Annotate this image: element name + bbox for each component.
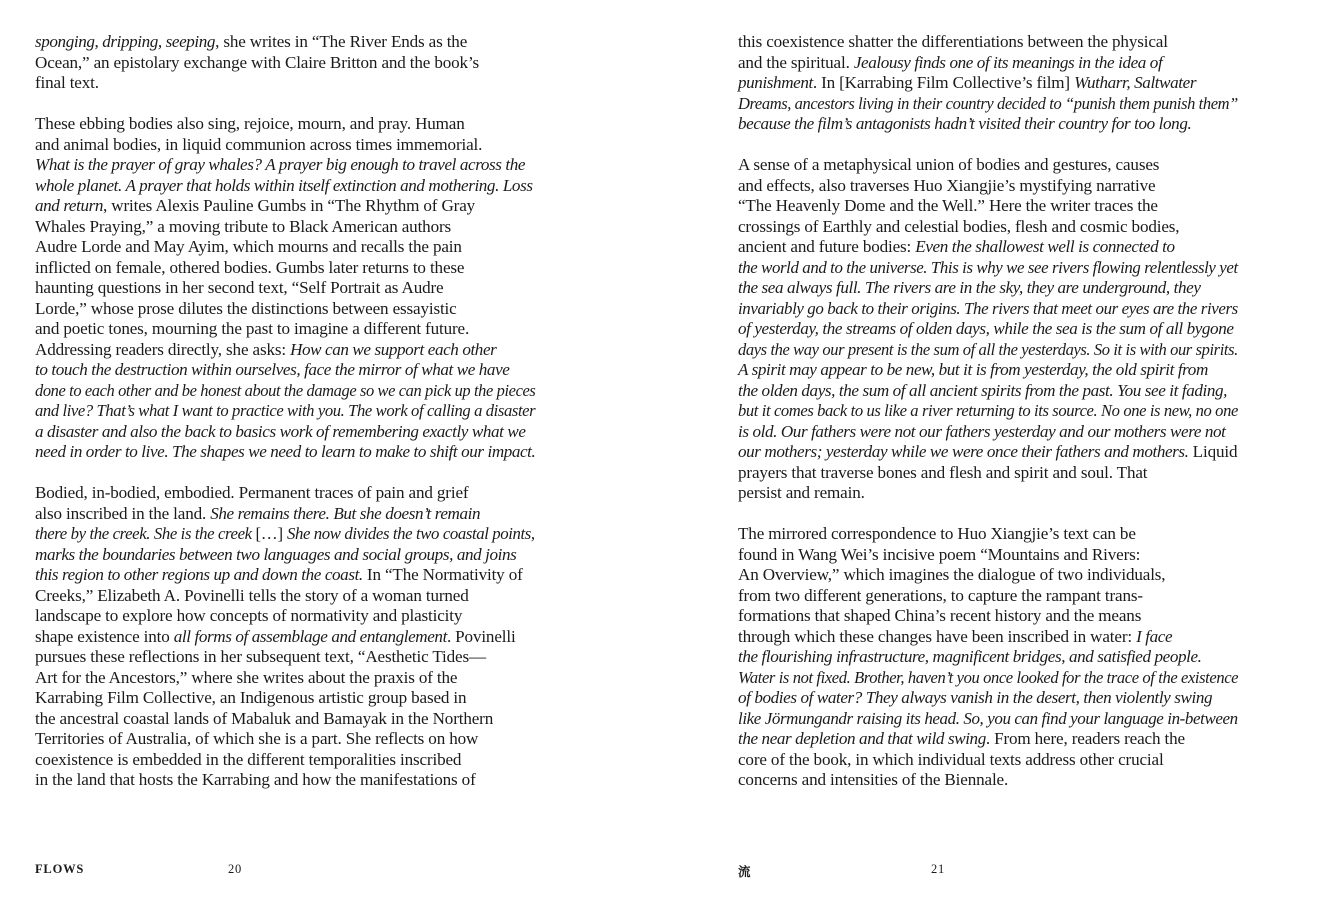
text-run: core of the book, in which individual texts address other crucial — [738, 749, 1164, 769]
text-line — [738, 32, 1238, 53]
paragraph — [35, 32, 535, 94]
text-line — [738, 237, 1238, 258]
text-run: Karrabing Film Collective, an Indigenous artistic group based in — [35, 688, 467, 707]
italic-quote-run: of bodies of water? They always vanish in the desert, then violently swing — [738, 688, 1213, 707]
text-run: ancient and future bodies: — [738, 237, 916, 256]
text-line — [35, 504, 535, 525]
left-running-footer-section: FLOWS — [35, 862, 85, 876]
text-run: and poetic tones, mourning the past to imagine a different future. — [35, 319, 470, 338]
text-line — [738, 545, 1238, 566]
right-page-number: 21 — [931, 862, 946, 876]
text-run: and effects, also traverses Huo Xiangjie’s mystifying narrative — [738, 175, 1156, 195]
italic-quote-run: Even the shallowest well is connected to — [915, 237, 1175, 256]
italic-quote-run: invariably go back to their origins. The rivers that meet our eyes are the rivers — [738, 298, 1238, 318]
text-line — [35, 155, 535, 176]
text-line — [35, 750, 535, 771]
italic-quote-run: because the film’s antagonists hadn’t visited their country for too long. — [738, 114, 1192, 133]
text-line — [738, 688, 1238, 709]
italic-quote-run: Wutharr, Saltwater — [1074, 73, 1197, 92]
text-run: haunting questions in her second text, “Self Portrait as Audre — [35, 278, 444, 297]
text-run: , she writes in “The River Ends as the — [215, 32, 468, 51]
italic-quote-run: of yesterday, the streams of olden days, while the sea is the sum of all bygone — [738, 319, 1234, 338]
text-line — [738, 483, 1238, 504]
text-line — [35, 278, 535, 299]
text-line — [738, 770, 1238, 791]
text-run: Liquid — [1188, 442, 1238, 461]
text-run: this coexistence shatter the differentiations between the physical — [738, 32, 1168, 51]
text-line — [35, 217, 535, 238]
text-line — [35, 524, 535, 545]
text-line — [738, 339, 1238, 361]
text-line — [35, 319, 535, 340]
italic-quote-run: the olden days, the sum of all ancient spirits from the past. You see it fading, — [738, 380, 1228, 400]
italic-quote-run: like Jörmungandr raising its head. So, you can find your language in-between — [738, 708, 1238, 728]
paragraph — [35, 483, 535, 791]
text-line — [738, 524, 1238, 545]
text-line — [35, 688, 535, 709]
text-run: coexistence is embedded in the different temporalities inscribed — [35, 749, 462, 769]
text-line — [738, 381, 1238, 402]
italic-quote-run: is old. Our fathers were not our fathers yesterday and our mothers were not — [738, 421, 1226, 441]
text-run: inflicted on female, othered bodies. Gumbs later returns to these — [35, 257, 465, 277]
text-line — [738, 442, 1238, 463]
italic-quote-run: How can we support each other — [290, 339, 497, 359]
text-run: also inscribed in the land. — [35, 503, 211, 523]
text-line — [738, 729, 1238, 750]
left-page-number: 20 — [228, 862, 243, 876]
paragraph — [738, 32, 1238, 135]
text-run: prayers that traverse bones and flesh and spirit and soul. That — [738, 462, 1148, 482]
text-run: shape existence into — [35, 626, 174, 646]
text-line — [35, 770, 535, 791]
text-run: These ebbing bodies also sing, rejoice, mourn, and pray. Human — [35, 114, 465, 133]
text-run: Bodied, in-bodied, embodied. Permanent traces of pain and grief — [35, 483, 469, 502]
text-run: through which these changes have been inscribed in water: — [738, 626, 1137, 646]
text-line — [738, 750, 1238, 771]
text-run: the ancestral coastal lands of Mabaluk and Bamayak in the Northern — [35, 708, 494, 728]
text-line — [738, 298, 1238, 320]
text-line — [35, 668, 535, 689]
text-line — [738, 360, 1238, 381]
text-line — [35, 709, 535, 730]
text-line — [35, 135, 535, 156]
text-line — [35, 422, 535, 443]
text-run: . Povinelli — [446, 626, 516, 646]
text-run: pursues these reflections in her subsequent text, “Aesthetic Tides— — [35, 647, 486, 666]
italic-quote-run: the near depletion and that wild swing — [738, 729, 986, 748]
text-run: Ocean,” an epistolary exchange with Claire Britton and the book’s — [35, 52, 480, 72]
text-line — [738, 708, 1238, 730]
text-run: found in Wang Wei’s incisive poem “Mountains and Rivers: — [738, 544, 1141, 564]
text-line — [35, 606, 535, 627]
italic-quote-run: need in order to live. The shapes we need to learn to make to shift our impact. — [35, 442, 536, 461]
italic-quote-run: the world and to the universe. This is why we see rivers flowing relentlessly yet — [738, 257, 1238, 277]
italic-quote-run: punishment — [738, 73, 813, 92]
italic-quote-run: whole planet. A prayer that holds within itself extinction and mothering. Loss — [35, 175, 533, 195]
text-line — [35, 442, 534, 463]
text-line — [35, 729, 535, 750]
right-page-text — [738, 32, 1238, 811]
text-line — [35, 360, 535, 381]
text-run: , writes Alexis Pauline Gumbs in “The Rhythm of Gray — [103, 196, 476, 215]
text-run: In “The Normativity of — [362, 565, 523, 584]
text-line — [35, 73, 535, 94]
italic-quote-run: to touch the destruction within ourselves, face the mirror of what we have — [35, 360, 510, 379]
text-line — [35, 380, 536, 402]
text-line — [35, 340, 535, 361]
italic-quote-run: Water is not fixed. Brother, haven’t you once looked for the trace of the existence — [738, 667, 1239, 687]
text-line — [738, 565, 1238, 586]
text-line — [738, 53, 1238, 74]
text-run: Art for the Ancestors,” where she writes about the praxis of the — [35, 667, 458, 687]
text-line — [738, 176, 1238, 197]
text-line — [738, 155, 1238, 176]
text-run: persist and remain. — [738, 483, 865, 502]
text-line — [35, 114, 535, 135]
italic-quote-run: there by the creek. She is the creek — [35, 524, 256, 543]
text-line — [738, 257, 1238, 279]
text-line — [35, 586, 535, 607]
text-line — [35, 401, 536, 422]
left-page-text — [35, 32, 535, 811]
text-line — [35, 258, 535, 279]
italic-quote-run: this region to other regions up and down the coast. — [35, 565, 363, 584]
text-run: final text. — [35, 73, 99, 92]
italic-quote-run: but it comes back to us like a river returning to its source. No one is new, no one — [738, 401, 1238, 420]
text-run: Addressing readers directly, she asks: — [35, 339, 291, 359]
text-run: An Overview,” which imagines the dialogue of two individuals, — [738, 565, 1166, 584]
text-line — [35, 647, 535, 668]
text-line — [35, 627, 535, 648]
text-line — [738, 93, 1238, 115]
text-line — [738, 278, 1238, 299]
text-run: Territories of Australia, of which she is a part. She reflects on how — [35, 729, 479, 748]
text-line — [738, 627, 1238, 648]
text-run: The mirrored correspondence to Huo Xiangjie’s text can be — [738, 524, 1136, 543]
paragraph — [35, 114, 535, 463]
italic-quote-run: What is the prayer of gray whales? A prayer big enough to travel across the — [35, 155, 526, 174]
text-run: from two different generations, to capture the rampant trans- — [738, 585, 1143, 605]
italic-quote-run: the sea always full. The rivers are in the sky, they are underground, they — [738, 278, 1201, 297]
text-line — [35, 565, 535, 586]
text-run: Creeks,” Elizabeth A. Povinelli tells the story of a woman turned — [35, 585, 469, 605]
italic-quote-run: I face — [1136, 626, 1173, 646]
text-run: Audre Lorde and May Ayim, which mourns and recalls the pain — [35, 237, 462, 256]
text-run: A sense of a metaphysical union of bodies and gestures, causes — [738, 155, 1160, 174]
italic-quote-run: and return — [35, 196, 104, 215]
right-running-footer-section: 流 — [738, 865, 752, 879]
italic-quote-run: sponging, dripping, seeping — [35, 32, 216, 51]
italic-quote-run: done to each other and be honest about the damage so we can pick up the pieces — [35, 380, 536, 400]
text-line — [738, 114, 1238, 135]
text-run: Whales Praying,” a moving tribute to Black American authors — [35, 216, 452, 236]
italic-quote-run: the flourishing infrastructure, magnificent bridges, and satisfied people. — [738, 647, 1202, 666]
text-line — [738, 217, 1238, 238]
text-run: in the land that hosts the Karrabing and how the manifestations of — [35, 770, 476, 789]
text-line — [738, 401, 1238, 422]
text-run: “The Heavenly Dome and the Well.” Here the writer traces the — [738, 196, 1158, 215]
text-line — [738, 73, 1238, 94]
text-run: and animal bodies, in liquid communion across times immemorial. — [35, 134, 483, 154]
text-run: […] — [255, 524, 287, 543]
italic-quote-run: marks the boundaries between two languages and social groups, and joins — [35, 544, 517, 564]
italic-quote-run: days the way our present is the sum of all the yesterdays. So it is with our spirits. — [738, 339, 1238, 359]
paragraph — [738, 155, 1238, 504]
text-line — [35, 299, 535, 320]
italic-quote-run: Jealousy finds one of its meanings in the idea of — [853, 52, 1163, 72]
italic-quote-run: and live? That’s what I want to practice with you. The work of calling a disaster — [35, 401, 536, 420]
text-line — [35, 176, 535, 197]
italic-quote-run: all forms of assemblage and entanglement — [173, 626, 447, 646]
text-line — [738, 463, 1238, 484]
italic-quote-run: She remains there. But she doesn’t remain — [210, 503, 481, 523]
text-line — [35, 32, 535, 53]
text-run: crossings of Earthly and celestial bodies, flesh and cosmic bodies, — [738, 216, 1180, 236]
paragraph — [738, 524, 1238, 791]
text-line — [738, 667, 1239, 689]
italic-quote-run: Dreams, ancestors living in their country decided to “punish them punish them” — [738, 93, 1238, 113]
text-run: concerns and intensities of the Biennale. — [738, 770, 1009, 789]
text-line — [738, 586, 1238, 607]
text-line — [35, 545, 535, 566]
italic-quote-run: our mothers; yesterday while we were once their fathers and mothers. — [738, 442, 1189, 461]
italic-quote-run: A spirit may appear to be new, but it is from yesterday, the old spirit from — [738, 360, 1208, 379]
text-run: . In [Karrabing Film Collective’s film] — [812, 73, 1075, 92]
italic-quote-run: a disaster and also the back to basics work of remembering exactly what we — [35, 421, 526, 441]
text-line — [35, 237, 535, 258]
text-run: formations that shaped China’s recent history and the means — [738, 606, 1142, 625]
text-run: Lorde,” whose prose dilutes the distinctions between essayistic — [35, 298, 457, 318]
text-line — [35, 53, 535, 74]
text-line — [738, 196, 1238, 217]
text-run: and the spiritual. — [738, 52, 854, 72]
text-line — [35, 483, 535, 504]
text-line — [738, 319, 1238, 340]
text-run: landscape to explore how concepts of normativity and plasticity — [35, 606, 463, 625]
text-line — [738, 606, 1238, 627]
text-line — [738, 647, 1238, 668]
italic-quote-run: She now divides the two coastal points, — [286, 524, 535, 543]
text-line — [35, 196, 535, 217]
text-line — [738, 422, 1238, 443]
text-run: . From here, readers reach the — [985, 729, 1185, 748]
